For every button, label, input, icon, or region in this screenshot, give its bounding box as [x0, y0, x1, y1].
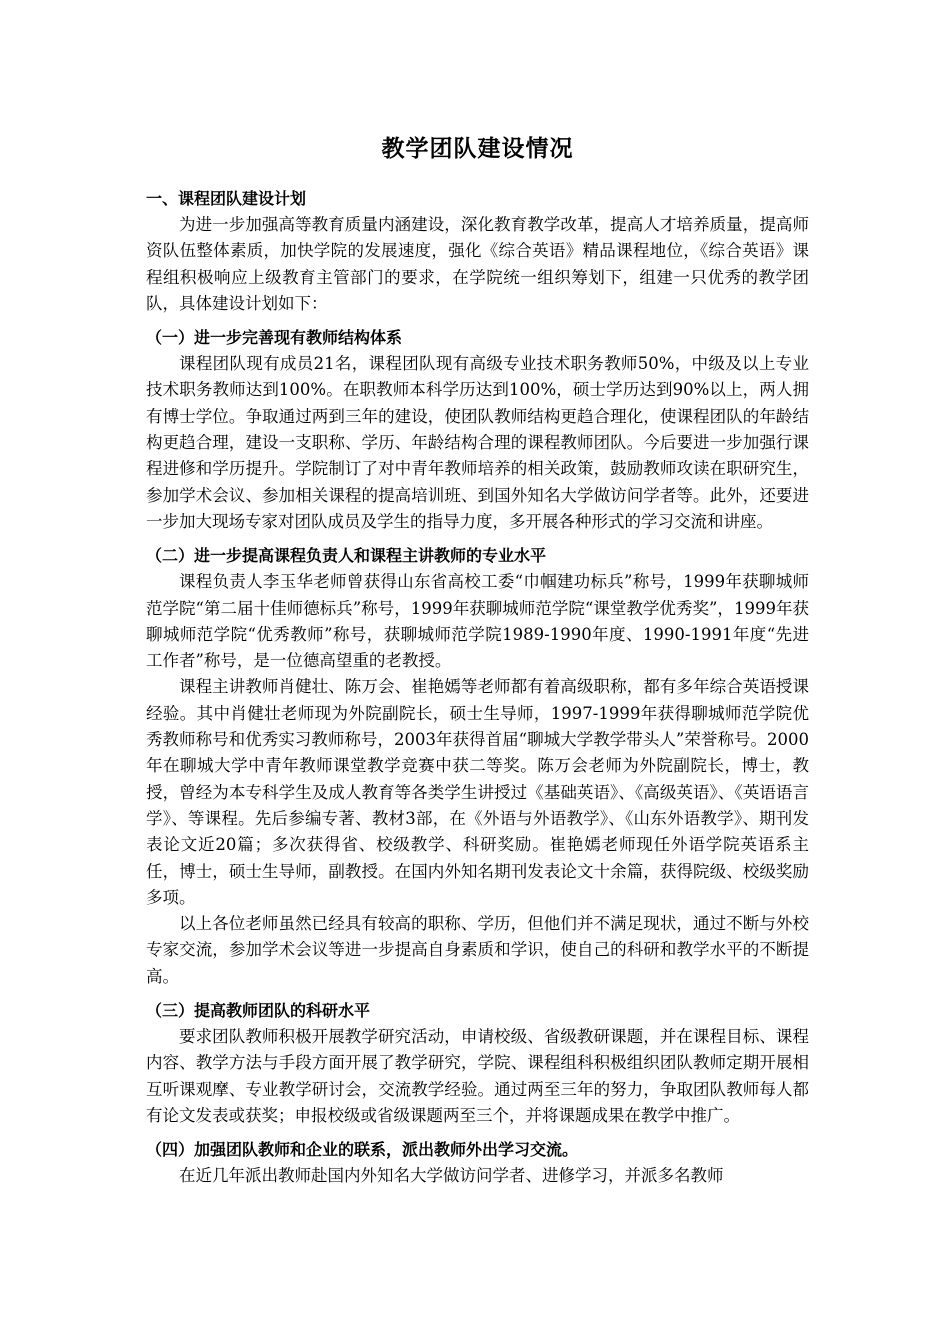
paragraph-continued-improvement: 以上各位老师虽然已经具有较高的职称、学历，但他们并不满足现状，通过不断与外校专家交流，参加学术会议等进一步提高自身素质和学识，使自己的科研和教学水平的不断提高。 [146, 914, 809, 986]
document-page [146, 132, 809, 1190]
paragraph-research: 要求团队教师积极开展教学研究活动，申请校级、省级教研课题，并在课程目标、课程内容、教学方法与手段方面开展了教学研究，学院、课程组科积极组织团队教师定期开展相互听课观摩、专业教学研讨会，交流教学经验。通过两至三年的努力，争取团队教师每人都有论文发表或获奖；申报校级或省级课题两至三个，并将课题成果在教学中推广。 [146, 1027, 809, 1125]
document-title: 教学团队建设情况 [381, 136, 574, 162]
paragraph-teacher-structure: 课程团队现有成员21名，课程团队现有高级专业技术职务教师50%，中级及以上专业技术职务教师达到100%。在职教师本科学历达到100%，硕士学历达到90%以上，两人拥有博士学位。争取通过两到三年的建设，使团队教师结构更趋合理化，使课程团队的年龄结构更趋合理，建设一支职称、学历、年龄结构合理的课程教师团队。今后要进一步加强行课程进修和学历提升。学院制订了对中青年教师培养的相关政策，鼓励教师攻读在职研究生，参加学术会议、参加相关课程的提高培训班、到国外知名大学做访问学者等。此外，还要进一步加大现场专家对团队成员及学生的指导力度，多开展各种形式的学习交流和讲座。 [146, 354, 809, 531]
subheading-teacher-structure: （一）进一步完善现有教师结构体系 [146, 328, 403, 348]
section-heading-team-plan: 一、课程团队建设计划 [146, 189, 307, 208]
subheading-enterprise-exchange: （四）加强团队教师和企业的联系，派出教师外出学习交流。 [146, 1140, 579, 1160]
paragraph-lead-teachers: 课程主讲教师肖健壮、陈万会、崔艳嫣等老师都有着高级职称，都有多年综合英语授课经验。其中肖健壮老师现为外院副院长，硕士生导师，1997-1999年获得聊城师范学院优秀教师称号和优秀实习教师称号，2003年获得首届“聊城大学教学带头人”荣誉称号。2000年在聊城大学中青年教师课堂教学竞赛中获二等奖。陈万会老师为外院副院长，博士，教授，曾经为本专科学生及成人教育等各类学生讲授过《基础英语》、《高级英语》、《英语语言学》、等课程。先后参编专著、教材3部，在《外语与外语教学》、《山东外语教学》、期刊发表论文近20篇；多次获得省、校级教学、科研奖励。崔艳嫣老师现任外语学院英语系主任，博士，硕士生导师，副教授。在国内外知名期刊发表论文十余篇，获得院级、校级奖励多项。 [146, 677, 809, 907]
subheading-research-level: （三）提高教师团队的科研水平 [146, 1001, 371, 1021]
subheading-professional-level: （二）进一步提高课程负责人和课程主讲教师的专业水平 [146, 546, 547, 566]
paragraph-intro: 为进一步加强高等教育质量内涵建设，深化教育教学改革，提高人才培养质量，提高师资队伍整体素质，加快学院的发展速度，强化《综合英语》精品课程地位，《综合英语》课程组积极响应上级教育主管部门的要求，在学院统一组织筹划下，组建一只优秀的教学团队，具体建设计划如下： [146, 215, 809, 313]
paragraph-course-leader: 课程负责人李玉华老师曾获得山东省高校工委“巾帼建功标兵”称号，1999年获聊城师范学院“第二届十佳师德标兵”称号，1999年获聊城师范学院“课堂教学优秀奖”，1999年获聊城师范学院“优秀教师”称号，获聊城师范学院1989-1990年度、1990-1991年度“先进工作者”称号，是一位德高望重的老教授。 [146, 572, 809, 671]
paragraph-enterprise-exchange: 在近几年派出教师赴国内外知名大学做访问学者、进修学习，并派多名教师 [179, 1166, 724, 1186]
